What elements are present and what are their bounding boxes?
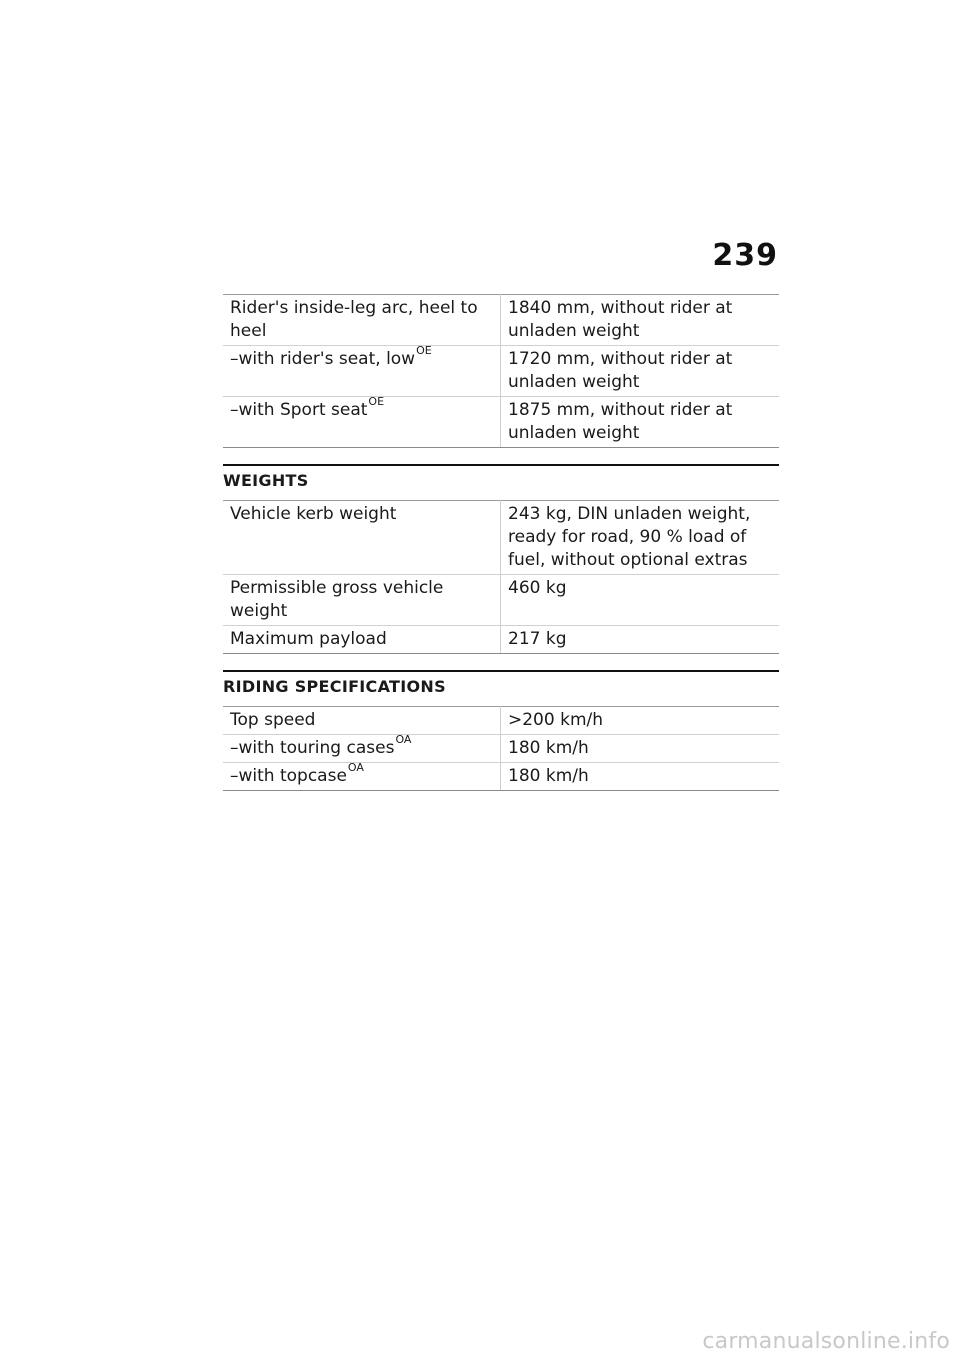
spec-label: Maximum payload [223, 626, 501, 654]
weights-table [223, 500, 779, 654]
spec-label: –with touring cases$^{OA}$ [223, 735, 501, 763]
spec-value: 243 kg, DIN unladen weight, ready for road, 90 % load of fuel, without optional extras [501, 501, 780, 575]
table-row [223, 501, 779, 575]
table-row [223, 626, 779, 654]
table-row [223, 735, 779, 763]
spec-value: 1875 mm, without rider at unladen weight [501, 397, 780, 448]
option-superscript: OE [368, 395, 385, 409]
spec-label: Permissible gross vehicle weight [223, 575, 501, 626]
spec-value: 1840 mm, without rider at unladen weight [501, 295, 780, 346]
watermark-text: carmanualsonline.info [702, 1329, 950, 1354]
spec-value: 1720 mm, without rider at unladen weight [501, 346, 780, 397]
option-superscript: OE [416, 344, 432, 358]
spec-content [223, 294, 779, 791]
spec-label: –with topcase$^{OA}$ [223, 763, 501, 791]
spec-label: –with rider's seat, low$^{OE}$ [223, 346, 501, 397]
spec-value: >200 km/h [501, 707, 780, 735]
table-row [223, 575, 779, 626]
section-title-riding: RIDING SPECIFICATIONS [223, 670, 779, 706]
spec-value: 217 kg [501, 626, 780, 654]
table-row [223, 763, 779, 791]
spec-value: 180 km/h [501, 735, 780, 763]
dimensions-table [223, 294, 779, 448]
table-row [223, 707, 779, 735]
spec-value: 460 kg [501, 575, 780, 626]
table-row [223, 346, 779, 397]
option-superscript: OA [347, 761, 364, 775]
option-superscript: OA [395, 733, 412, 747]
spec-label: Top speed [223, 707, 501, 735]
table-row [223, 397, 779, 448]
spec-label: –with Sport seat$^{OE}$ [223, 397, 501, 448]
spec-label: Vehicle kerb weight [223, 501, 501, 575]
riding-table [223, 706, 779, 791]
page-number: 239 [712, 238, 778, 273]
spec-label: Rider's inside-leg arc, heel to heel [223, 295, 501, 346]
spec-value: 180 km/h [501, 763, 780, 791]
section-title-weights: WEIGHTS [223, 464, 779, 500]
table-row [223, 295, 779, 346]
